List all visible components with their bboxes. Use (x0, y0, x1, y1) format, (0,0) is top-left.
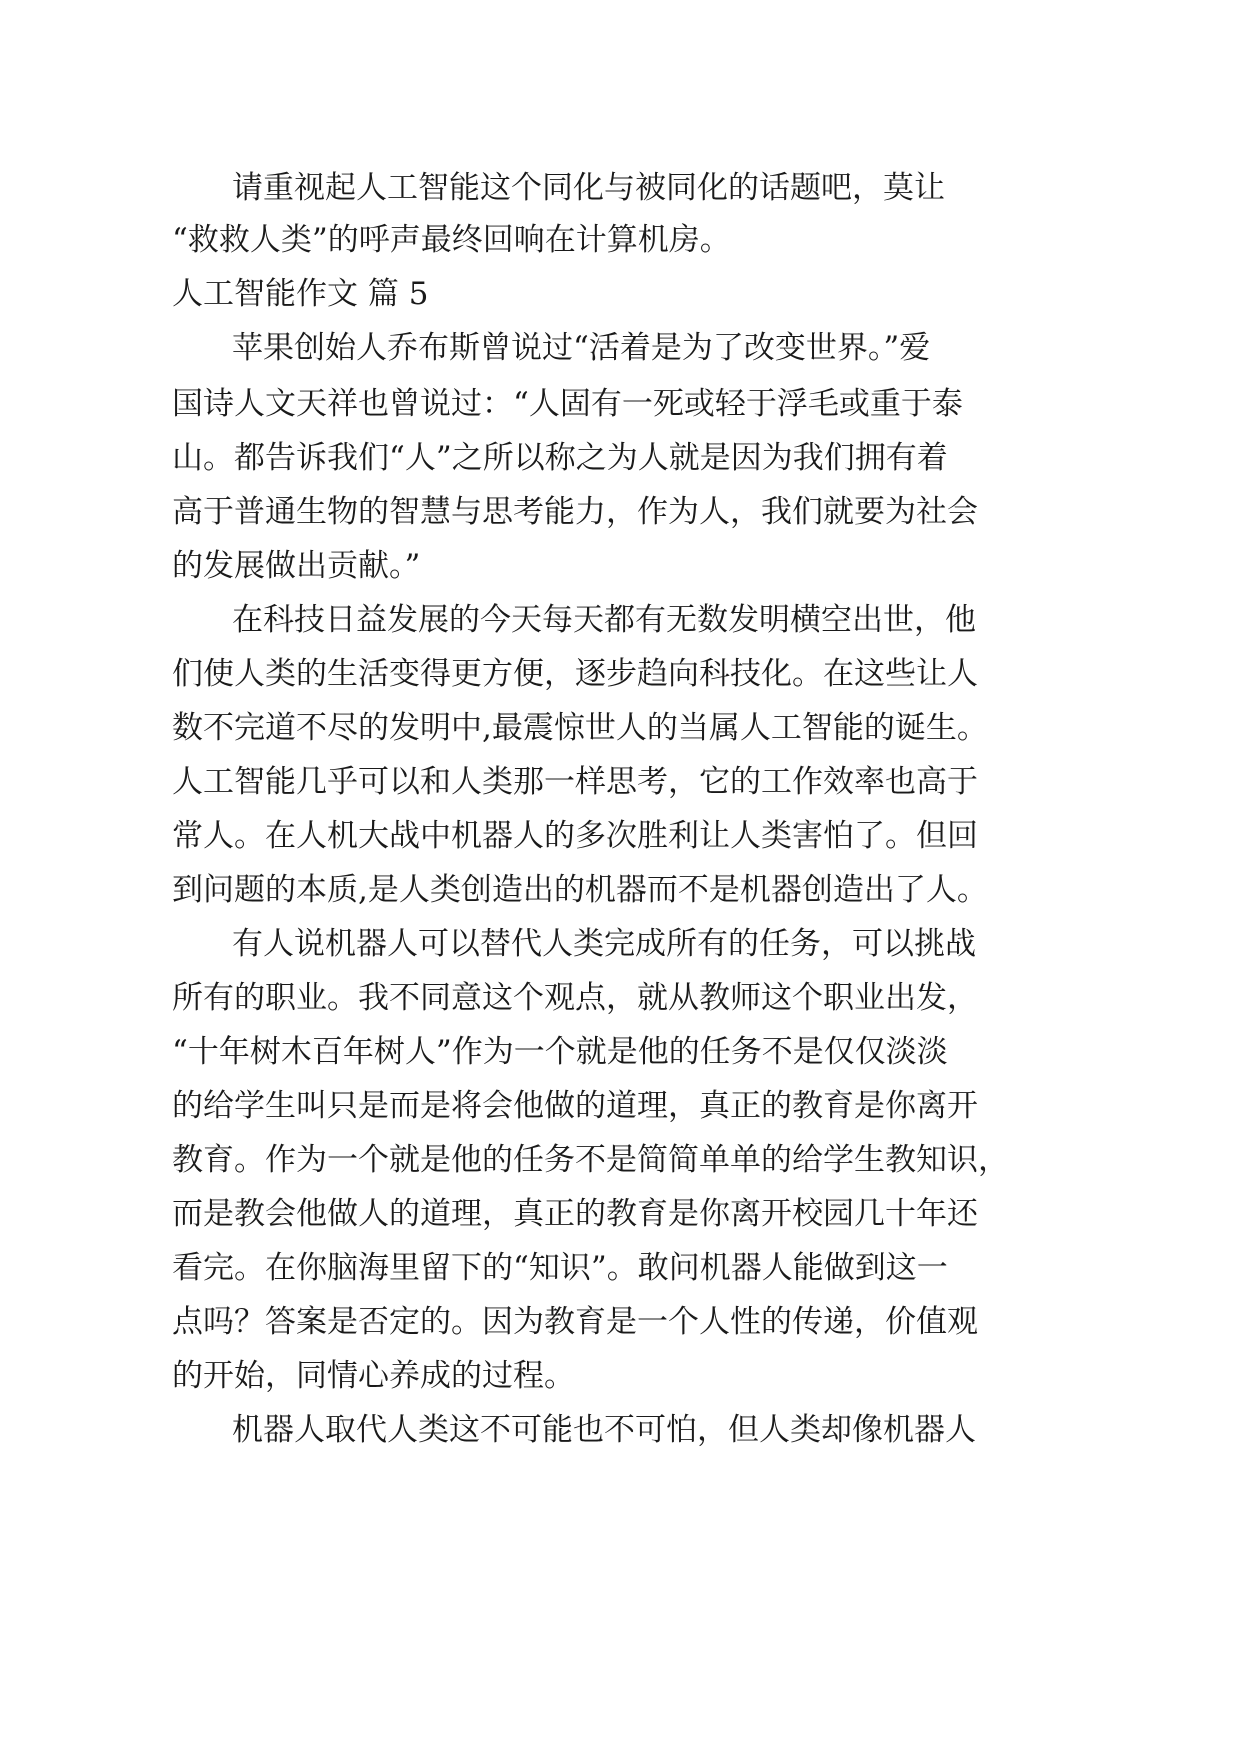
text-line: 的发展做出贡献。” (172, 548, 421, 584)
text-line: 所有的职业。我不同意这个观点，就从教师这个职业出发， (172, 980, 978, 1016)
section-heading: 人工智能作文 篇 5 (172, 276, 429, 312)
text-line: 人工智能几乎可以和人类那一样思考，它的工作效率也高于 (172, 764, 978, 800)
text-line: 教育。作为一个就是他的任务不是简简单单的给学生教知识， (172, 1142, 1009, 1178)
text-line: 常人。在人机大战中机器人的多次胜利让人类害怕了。但回 (172, 818, 978, 854)
text-line: 看完。在你脑海里留下的“知识”。敢问机器人能做到这一 (172, 1250, 948, 1286)
text-line: “十年树木百年树人”作为一个就是他的任务不是仅仅淡淡 (172, 1034, 948, 1070)
text-line: 点吗？答案是否定的。因为教育是一个人性的传递，价值观 (172, 1304, 978, 1340)
text-line: 苹果创始人乔布斯曾说过“活着是为了改变世界。”爱 (232, 330, 931, 366)
text-line: 国诗人文天祥也曾说过：“人固有一死或轻于浮毛或重于泰 (172, 386, 963, 422)
text-line: 机器人取代人类这不可能也不可怕，但人类却像机器人 (232, 1412, 976, 1448)
text-line: “救救人类”的呼声最终回响在计算机房。 (172, 222, 731, 258)
text-line: 而是教会他做人的道理，真正的教育是你离开校园几十年还 (172, 1196, 978, 1232)
text-line: 到问题的本质,是人类创造出的机器而不是机器创造出了人。 (172, 872, 988, 908)
text-line: 的开始，同情心养成的过程。 (172, 1358, 575, 1394)
text-line: 在科技日益发展的今天每天都有无数发明横空出世，他 (232, 602, 976, 638)
text-line: 的给学生叫只是而是将会他做的道理，真正的教育是你离开 (172, 1088, 978, 1124)
text-line: 山。都告诉我们“人”之所以称之为人就是因为我们拥有着 (172, 440, 948, 476)
text-line: 们使人类的生活变得更方便，逐步趋向科技化。在这些让人 (172, 656, 978, 692)
text-line: 请重视起人工智能这个同化与被同化的话题吧，莫让 (232, 170, 945, 206)
text-line: 高于普通生物的智慧与思考能力，作为人，我们就要为社会 (172, 494, 978, 530)
text-line: 有人说机器人可以替代人类完成所有的任务，可以挑战 (232, 926, 976, 962)
text-line: 数不完道不尽的发明中,最震惊世人的当属人工智能的诞生。 (172, 710, 988, 746)
